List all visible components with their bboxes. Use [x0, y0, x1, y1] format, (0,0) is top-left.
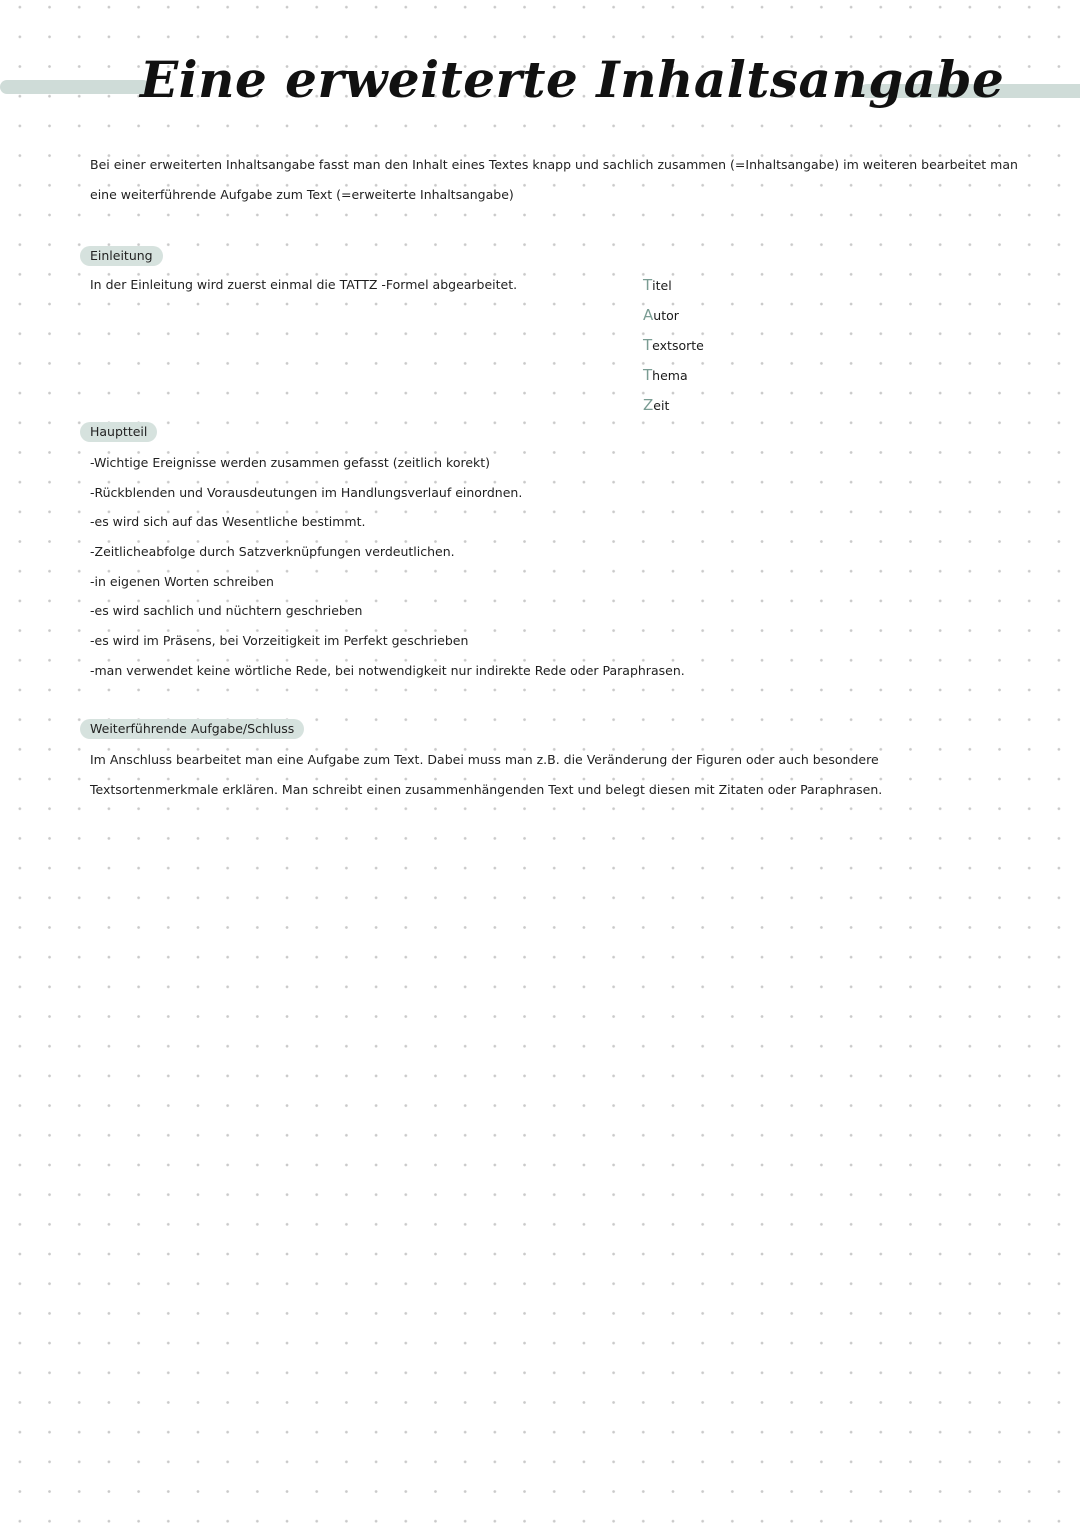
formula-item-zeit	[643, 390, 704, 420]
formula-rest: extsorte	[652, 338, 704, 353]
page-title: Eine erweiterte Inhaltsangabe	[140, 50, 1005, 109]
list-item: -es wird sich auf das Wesentliche bestimmt.	[90, 514, 366, 530]
einleitung-text: In der Einleitung wird zuerst einmal die TATTZ -Formel abgearbeitet.	[90, 277, 518, 292]
formula-item-textsorte	[643, 330, 704, 360]
tattz-formula-list	[643, 270, 704, 420]
intro-paragraph: Bei einer erweiterten Inhaltsangabe fasst man den Inhalt eines Textes knapp und sachlich zusammen (=Inhaltsangabe) im weiteren bearbeitet man eine weiterführende Aufgabe zum Text (=erweiterte Inhaltsangabe)	[90, 157, 1018, 202]
formula-initial: T	[643, 276, 653, 294]
formula-item-titel	[643, 270, 704, 300]
formula-rest: utor	[653, 308, 679, 323]
formula-item-thema	[643, 360, 704, 390]
list-item: -in eigenen Worten schreiben	[90, 573, 274, 589]
formula-initial: Z	[643, 396, 654, 414]
heading-schluss: Weiterführende Aufgabe/Schluss	[80, 719, 304, 739]
list-item: -es wird im Präsens, bei Vorzeitigkeit im Perfekt geschrieben	[90, 633, 469, 649]
heading-hauptteil: Hauptteil	[80, 422, 157, 442]
formula-initial: T	[643, 366, 653, 384]
formula-item-autor	[643, 300, 704, 330]
title-highlight-left	[0, 80, 150, 94]
formula-rest: itel	[652, 278, 672, 293]
formula-rest: hema	[652, 368, 688, 383]
heading-einleitung: Einleitung	[80, 246, 163, 266]
list-item: -man verwendet keine wörtliche Rede, bei notwendigkeit nur indirekte Rede oder Paraphrasen.	[90, 662, 685, 678]
hauptteil-list	[90, 448, 685, 686]
list-item: -Wichtige Ereignisse werden zusammen gefasst (zeitlich korekt)	[90, 455, 491, 470]
schluss-paragraph: Im Anschluss bearbeitet man eine Aufgabe zum Text. Dabei muss man z.B. die Veränderung der Figuren oder auch besondere Textsortenmerkmale erklären. Man schreibt einen zusammenhängenden Text und belegt diesen mit Zitaten oder Paraphrasen.	[90, 752, 883, 797]
formula-initial: T	[643, 336, 653, 354]
list-item: -Zeitlicheabfolge durch Satzverknüpfungen verdeutlichen.	[90, 544, 455, 560]
formula-initial: A	[643, 306, 654, 324]
list-item: -es wird sachlich und nüchtern geschrieben	[90, 603, 363, 619]
list-item: -Rückblenden und Vorausdeutungen im Handlungsverlauf einordnen.	[90, 484, 523, 500]
formula-rest: eit	[653, 398, 670, 413]
